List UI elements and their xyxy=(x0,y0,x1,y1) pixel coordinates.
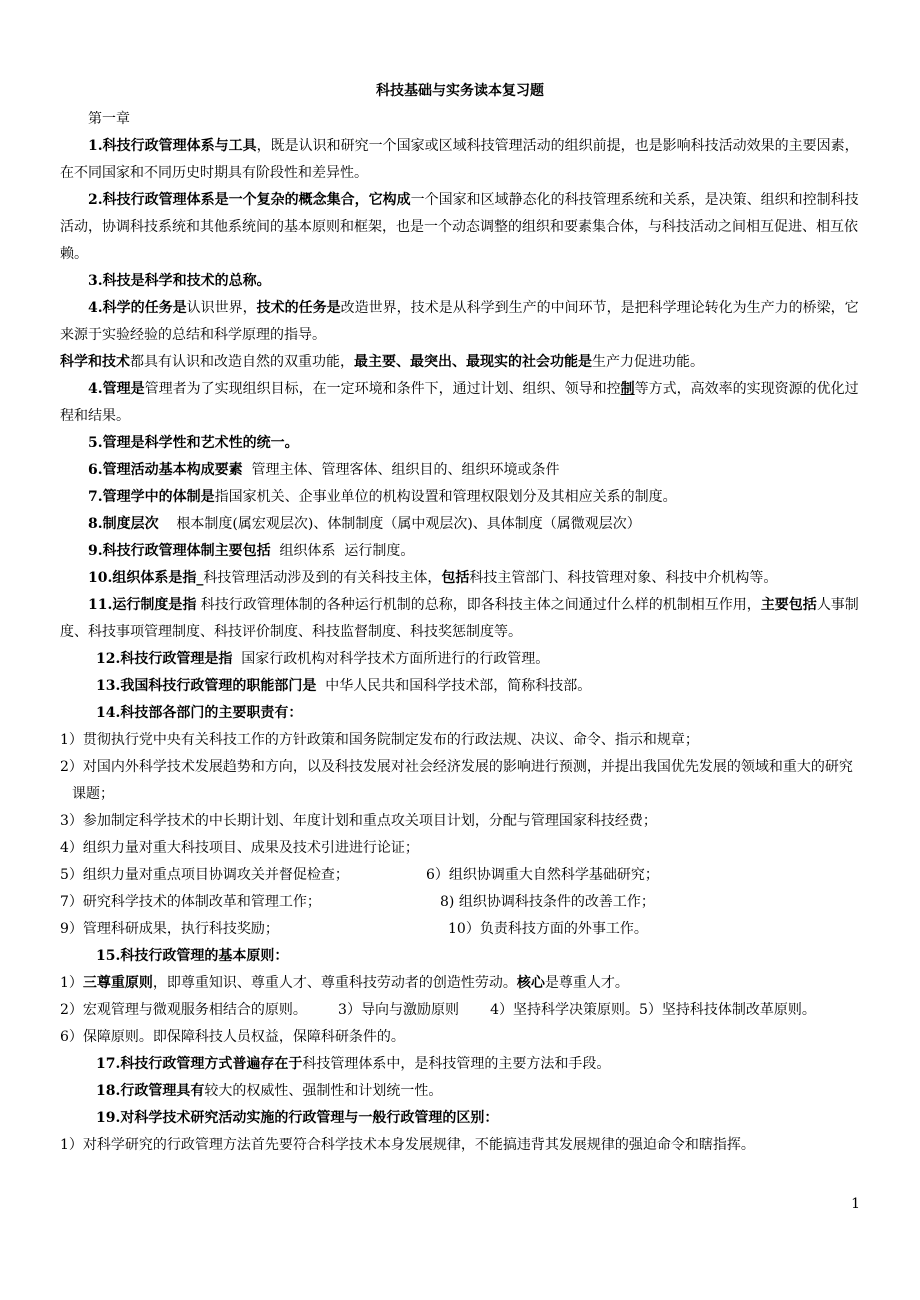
item-4b-bold-1: 科学和技术 xyxy=(60,354,130,370)
item-13-lead: 13.我国科技行政管理的职能部门是 xyxy=(96,678,317,694)
page-title: 科技基础与实务读本复习题 xyxy=(376,83,544,99)
principle-1-number: 1） xyxy=(60,975,83,991)
item-14-lead: 14.科技部各部门的主要职责有： xyxy=(96,705,303,721)
item-8-lead: 8.制度层次 xyxy=(88,516,159,532)
item-18-text: 较大的权威性、强制性和计划统一性。 xyxy=(204,1083,443,1099)
duty-4: 4）组织力量对重大科技项目、成果及技术引进进行论证； xyxy=(60,840,419,856)
duty-9: 9）管理科研成果，执行科技奖励； xyxy=(60,921,279,937)
item-17 xyxy=(60,1051,862,1078)
item-4b xyxy=(60,349,862,376)
item-4c-underlined: 制 xyxy=(620,381,635,397)
item-11-text-2: 人事制度、科技事项管理制度、科技评价制度、科技监督制度、科技奖惩制度等。 xyxy=(60,597,859,640)
item-4c xyxy=(60,376,862,430)
item-1-text: ，既是认识和研究一个国家或区域科技管理活动的组织前提，也是影响科技活动效果的主要因素，在不同国家和不同历史时期具有阶段性和差异性。 xyxy=(60,138,859,181)
item-12 xyxy=(60,646,862,673)
item-4b-text-1: 都具有认识和改造自然的双重功能， xyxy=(130,354,354,370)
duty-row-9-10 xyxy=(60,916,862,943)
item-14-heading xyxy=(60,700,862,727)
duty-row-5-6 xyxy=(60,862,862,889)
item-13 xyxy=(60,673,862,700)
item-7-text: 指国家机关、企事业单位的机构设置和管理权限划分及其相应关系的制度。 xyxy=(214,489,677,505)
item-19-lead: 19.对科学技术研究活动实施的行政管理与一般行政管理的区别： xyxy=(96,1110,499,1126)
item-11-lead: 11.运行制度是指 xyxy=(88,597,197,613)
item-2-lead: 2.科技行政管理体系是一个复杂的概念集合，它构成 xyxy=(88,192,411,208)
duty-1: 1）贯彻执行党中央有关科技工作的方针政策和国务院制定发布的行政法规、决议、命令、指示和规章； xyxy=(60,732,699,748)
item-10-bold-2: 包括 xyxy=(441,570,470,586)
item-4b-text-2: 生产力促进功能。 xyxy=(592,354,704,370)
item-3 xyxy=(60,268,862,295)
item-5-lead: 5.管理是科学性和艺术性的统一。 xyxy=(88,435,299,451)
item-6 xyxy=(60,457,862,484)
principle-1 xyxy=(60,970,862,997)
document-body xyxy=(60,106,862,1159)
duty-8: 8) 组织协调科技条件的改善工作； xyxy=(440,894,655,910)
duty-row-7-8 xyxy=(60,889,862,916)
item-5 xyxy=(60,430,862,457)
item-1 xyxy=(60,133,862,187)
item-18 xyxy=(60,1078,862,1105)
item-4a-text-2: 改造世界，技术是从科学到生产的中间环节，是把科学理论转化为生产力的桥梁，它来源于实验经验的总结和科学原理的指导。 xyxy=(60,300,859,343)
chapter-label: 第一章 xyxy=(88,111,130,127)
duty-10: 10）负责科技方面的外事工作。 xyxy=(448,921,648,937)
item-11-bold-2: 主要包括 xyxy=(760,597,817,613)
item-4a-lead: 4.科学的任务是 xyxy=(88,300,187,316)
item-10 xyxy=(60,565,862,592)
item-6-text: 管理主体、管理客体、组织目的、组织环境或条件 xyxy=(242,462,560,478)
item-15-lead: 15.科技行政管理的基本原则： xyxy=(96,948,289,964)
item-1-lead: 1.科技行政管理体系与工具 xyxy=(88,138,257,154)
principles-2-6: 2）宏观管理与微观服务相结合的原则。 3）导向与激励原则 4）坚持科学决策原则。5）坚持科技体制改革原则。 6）保障原则。即保障科技人员权益，保障科研条件的。 xyxy=(60,1002,848,1045)
item-2 xyxy=(60,187,862,268)
item-10-lead: 10.组织体系是指_ xyxy=(88,570,204,586)
item-4c-text-1: 管理者为了实现组织目标，在一定环境和条件下，通过计划、组织、领导和控 xyxy=(144,381,621,397)
principle-1-bold-1: 三尊重原则 xyxy=(82,975,153,991)
item-12-lead: 12.科技行政管理是指 xyxy=(96,651,233,667)
item-9-text: 组织体系 运行制度。 xyxy=(270,543,415,559)
principle-1-text-2: 是尊重人才。 xyxy=(544,975,629,991)
duty-2: 2）对国内外科学技术发展趋势和方向，以及科技发展对社会经济发展的影响进行预测，并提出我国优先发展的领域和重大的研究课题； xyxy=(60,759,853,802)
page-number: 1 xyxy=(851,1196,860,1212)
item-2-text: 一个国家和区域静态化的科技管理系统和关系，是决策、组织和控制科技活动，协调科技系统和其他系统间的基本原则和框架，也是一个动态调整的组织和要素集合体，与科技活动之间相互促进、相互依赖。 xyxy=(60,192,859,262)
item-4a-bold-2: 技术的任务是 xyxy=(256,300,341,316)
item-4c-lead: 4.管理是 xyxy=(88,381,145,397)
item-17-text: 科技管理体系中，是科技管理的主要方法和手段。 xyxy=(302,1056,611,1072)
duty-5: 5）组织力量对重点项目协调攻关并督促检查； xyxy=(60,867,349,883)
item-9 xyxy=(60,538,862,565)
item-4b-bold-2: 最主要、最突出、最现实的社会功能是 xyxy=(354,354,592,370)
item-4c-text-2: 等方式，高效率的实现资源的优化过程和结果。 xyxy=(60,381,859,424)
item-10-text-1: 科技管理活动涉及到的有关科技主体， xyxy=(203,570,442,586)
item-15-heading xyxy=(60,943,862,970)
item-9-lead: 9.科技行政管理体制主要包括 xyxy=(88,543,271,559)
item-17-lead: 17.科技行政管理方式普遍存在于 xyxy=(96,1056,303,1072)
item-8-text: 根本制度(属宏观层次)、体制制度（属中观层次)、具体制度（属微观层次） xyxy=(158,516,641,532)
item-11 xyxy=(60,592,862,646)
item-11-text-1: 科技行政管理体制的各种运行机制的总称，即各科技主体之间通过什么样的机制相互作用， xyxy=(196,597,761,613)
chapter-heading xyxy=(60,106,862,133)
item-3-lead: 3.科技是科学和技术的总称。 xyxy=(88,273,271,289)
item-8 xyxy=(60,511,862,538)
item-12-text: 国家行政机构对科学技术方面所进行的行政管理。 xyxy=(232,651,550,667)
item-19-heading xyxy=(60,1105,862,1132)
item-4a xyxy=(60,295,862,349)
duty-7: 7）研究科学技术的体制改革和管理工作； xyxy=(60,894,321,910)
difference-1: 1）对科学研究的行政管理方法首先要符合科学技术本身发展规律，不能搞违背其发展规律的强迫命令和瞎指挥。 xyxy=(60,1137,755,1153)
duty-3: 3）参加制定科学技术的中长期计划、年度计划和重点攻关项目计划，分配与管理国家科技经费； xyxy=(60,813,657,829)
item-4a-text-1: 认识世界， xyxy=(186,300,257,316)
item-6-lead: 6.管理活动基本构成要素 xyxy=(88,462,243,478)
item-13-text: 中华人民共和国科学技术部，简称科技部。 xyxy=(316,678,592,694)
item-7-lead: 7.管理学中的体制是 xyxy=(88,489,215,505)
item-18-lead: 18.行政管理具有 xyxy=(96,1083,205,1099)
item-7 xyxy=(60,484,862,511)
duty-6: 6）组织协调重大自然科学基础研究； xyxy=(426,867,659,883)
principle-1-text-1: ，即尊重知识、尊重人才、尊重科技劳动者的创造性劳动。 xyxy=(152,975,517,991)
item-10-text-2: 科技主管部门、科技管理对象、科技中介机构等。 xyxy=(469,570,778,586)
principle-1-bold-2: 核心 xyxy=(516,975,545,991)
